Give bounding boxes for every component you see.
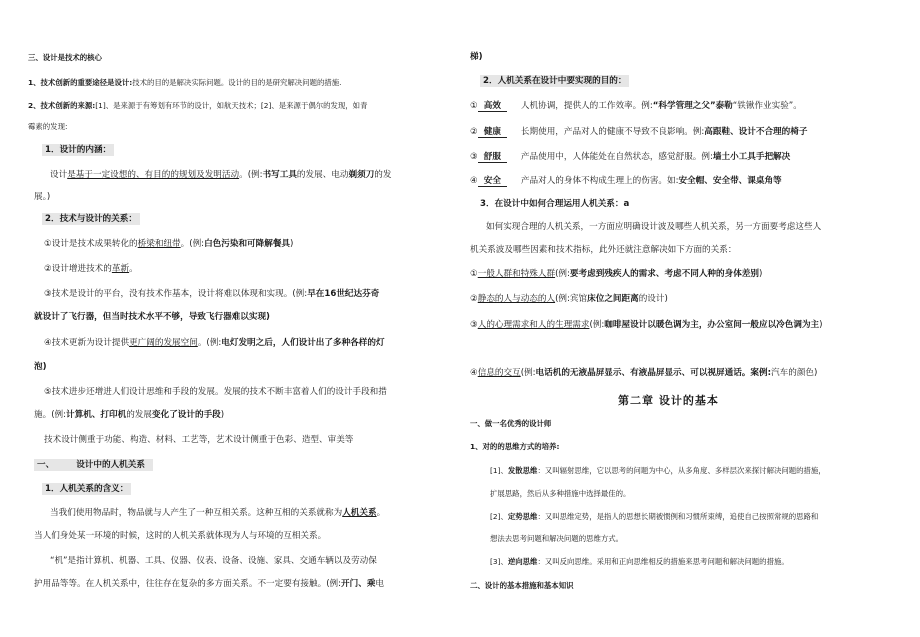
paragraph-innovation-2-cont: 霉素的发现:: [28, 122, 68, 131]
thinking-reverse: [3]、逆向思维：又叫反向思维。采用和正向思维相反的措施来思考问题和解决问题的措施。: [490, 557, 789, 566]
continued-text: 梯): [470, 52, 483, 62]
goal-health: ② 健康 长期使用，产品对人的健康不导致不良影响。例:高跟鞋、设计不合理的椅子: [470, 127, 808, 137]
heading-use: 3．在设计中如何合理运用人机关系：a: [480, 199, 630, 209]
thinking-divergent: [1]、发散思维：又叫辐射思维，它以思考的问题为中心，从多角度、多样层次来探讨解决问题的措施，: [490, 466, 826, 475]
thinking-fixed: [2]、定势思维：又叫思维定势，是指人的思想长期被惯例和习惯所束缚，追使自己按照常规的思路和: [490, 512, 819, 521]
relation-point-3: ③人的心理需求和人的生理需求(例:咖啡屋设计以暖色调为主，办公室间一般应以冷色调为主): [470, 320, 823, 330]
heading-hm-meaning: 1．人机关系的含义：: [42, 482, 131, 494]
thinking-divergent-cont: 扩展思路，然后从多种措施中选择最佳的。: [490, 489, 631, 498]
relation-point-2: ②静态的人与动态的人(例:宾馆床位之间距离的设计): [470, 294, 668, 304]
heading-goals: 2．人机关系在设计中要实现的目的：: [480, 74, 629, 86]
thinking-fixed-cont: 想法去思考问题和解决问题的思维方式。: [490, 534, 624, 543]
tech-design-point-3-cont: 就设计了飞行器，但当时技术水平不够，导致飞行器难以实现): [34, 312, 270, 322]
section-a1-title: 1、对的的思维方式的培养:: [470, 442, 560, 451]
hm-meaning-line-2: 当人们身处某一环境的时候，这时的人机关系就体现为人与环境的互相关系。: [34, 531, 327, 541]
tech-vs-art-design: 技术设计侧重于功能、构造、材料、工艺等，艺术设计侧重于色彩、造型、审美等: [44, 435, 354, 445]
goal-comfort: ③ 舒服 产品使用中，人体能处在自然状态，感觉舒服。例:墙土小工具手把解决: [470, 152, 791, 162]
heading-tech-design: 2．技术与设计的关系：: [42, 212, 140, 224]
tech-design-point-2: ②设计增进技术的革新。: [44, 264, 138, 274]
tech-design-point-4: ④技术更新为设计提供更广阔的发展空间。(例:电灯发明之后，人们设计出了多种各样的灯: [44, 338, 385, 348]
relation-point-1: ①一般人群和特殊人群(例:要考虑到残疾人的需求、考虑不同人种的身体差别): [470, 269, 763, 279]
tech-design-point-4-cont: 泡): [34, 362, 47, 372]
tech-design-point-1: ①设计是技术成果转化的桥梁和纽带。(例:白色污染和可降解餐具): [44, 239, 294, 249]
hm-meaning-line-4: 护用品等等。在人机关系中，往往存在复杂的多方面关系。不一定要有接触。(例:开门、乘电: [34, 579, 385, 589]
use-line-1: 如何实现合理的人机关系，一方面应明确设计波及哪些人机关系，另一方面要考虑这些人: [486, 222, 822, 232]
tech-design-point-3: ③技术是设计的平台，没有技术作基本，设计将难以体现和实现。(例:早在16世纪达芬奇: [44, 289, 380, 299]
hm-meaning-line-3: “机”是指计算机、机器、工具、仪器、仪表、设备、设施、家具、交通车辆以及劳动保: [50, 556, 377, 566]
section-1-heading: 一、 设计中的人机关系: [34, 458, 153, 470]
chapter-title: 第二章 设计的基本: [618, 394, 719, 407]
use-line-2: 机关系波及哪些因素和技术指标，此外还就注意解决如下方面的关系：: [470, 245, 737, 255]
paragraph-innovation-1: 1、技术创新的重要途径是设计:技术的目的是解决实际问题。设计的目的是研究解决问题的措施.: [28, 78, 342, 87]
goal-efficient: ① 高效 人机协调，提供人的工作效率。例:“科学管理之父”泰勒“铁锹作业实验”。: [470, 101, 802, 111]
paragraph-innovation-2: 2、技术创新的来源:[1]、是来源于有筹划有环节的设计，如航天技术；[2]、是来源于偶尔的发现，如青: [28, 101, 368, 110]
goal-safety: ④ 安全 产品对人的身体不构成生理上的伤害。如:安全帽、安全带、课桌角等: [470, 176, 782, 186]
tech-design-point-5-cont: 施。(例:计算机、打印机的发展变化了设计的手段): [34, 410, 225, 420]
section-a-title: 一、做一名优秀的设计师: [470, 419, 552, 428]
design-meaning-line-1: 设计是基于一定设想的、有目的的规划及发明活动。(例:书写工具的发展、电动剃须刀的发: [50, 170, 392, 180]
section-3-title: 三、设计是技术的核心: [28, 53, 102, 62]
section-b-title: 二、设计的基本措施和基本知识: [470, 581, 574, 590]
heading-design-meaning: 1．设计的内涵：: [42, 143, 114, 155]
hm-meaning-line-1: 当我们使用物品时，物品就与人产生了一种互相关系。这种互相的关系就称为人机关系。: [50, 508, 386, 518]
tech-design-point-5: ⑤技术进步还增进人们设计思维和手段的发展。发展的技术不断丰富着人们的设计手段和措: [44, 387, 387, 397]
design-meaning-line-2: 展。): [34, 192, 51, 202]
relation-point-4: ④信息的交互(例:电话机的无液晶屏显示、有液晶屏显示、可以视屏通话。案例:汽车的颜色): [470, 368, 818, 378]
